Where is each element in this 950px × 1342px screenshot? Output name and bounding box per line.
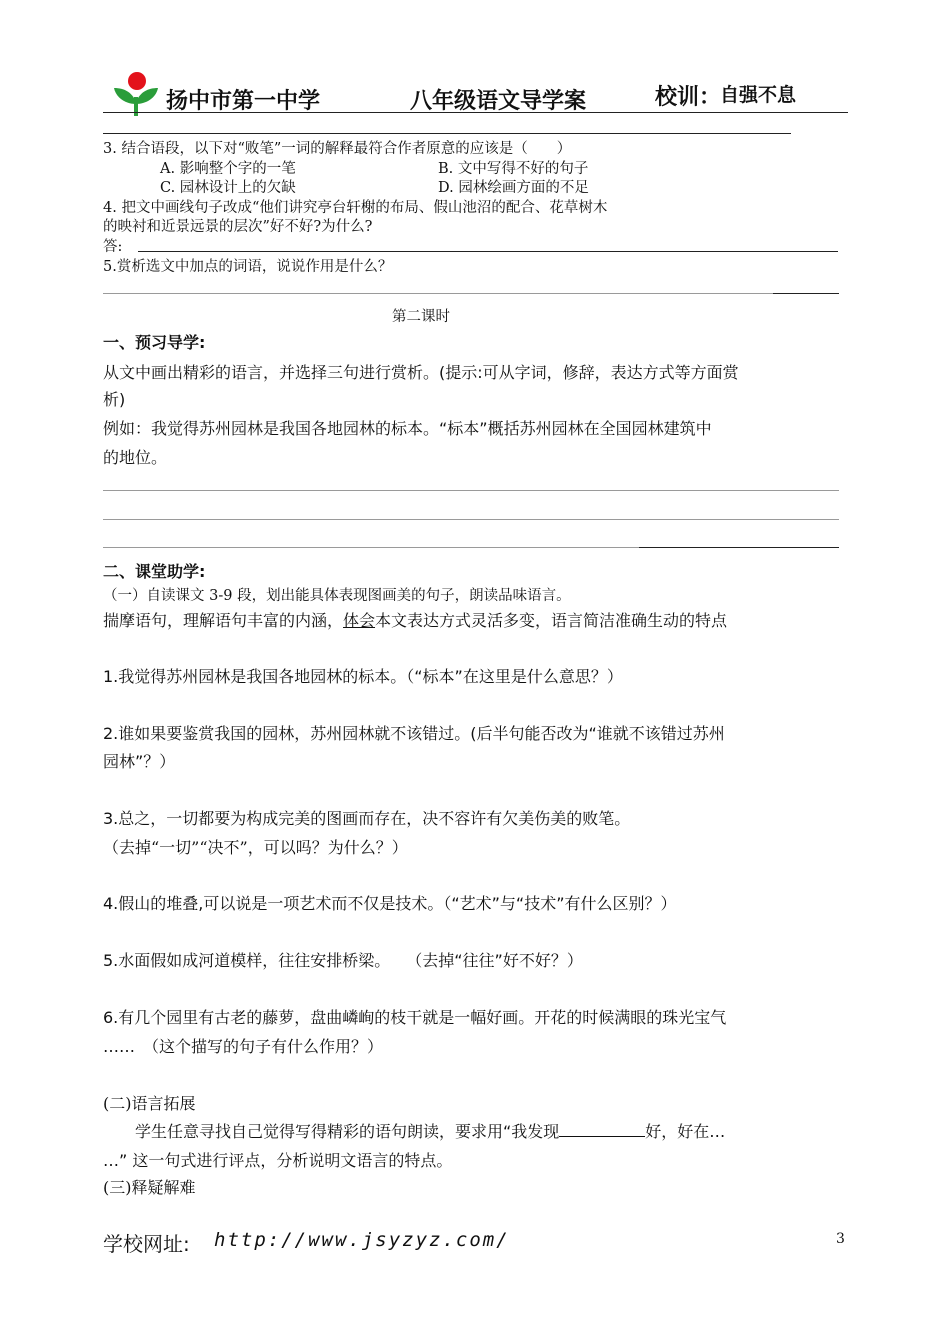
answer-line — [773, 293, 839, 294]
item-number: 6. — [103, 1008, 119, 1027]
item-number: 4. — [103, 894, 119, 913]
answer-line — [103, 490, 839, 491]
item-number: 2. — [103, 724, 119, 743]
ponder-pre: 揣摩语句，理解语句丰富的内涵， — [103, 611, 344, 630]
list-item-continuation: …… （这个描写的句子有什么作用？） — [103, 1037, 384, 1056]
read-instruction: （一）自读课文 3-9 段，划出能具体表现图画美的句子，朗读品味语言。 — [103, 588, 571, 604]
list-item — [103, 891, 677, 914]
list-item — [103, 664, 623, 687]
item-number: 3. — [103, 809, 119, 828]
school-website-link[interactable]: http://www.jsyzyz.com/ — [214, 1229, 510, 1251]
item-text: 有几个园里有古老的藤萝，盘曲嶙峋的枝干就是一幅好画。开花的时候满眼的珠光宝气 — [118, 1008, 727, 1027]
list-item-continuation: （去掉“一切”“决不”，可以吗？为什么？） — [103, 838, 408, 857]
list-item-continuation: 园林”？） — [103, 752, 176, 771]
motto-label: 校训： — [655, 85, 722, 110]
extension-line1-pre: 学生任意寻找自己觉得写得精彩的语句朗读，要求用“我发现 — [135, 1122, 560, 1141]
option-d: D. 园林绘画方面的不足 — [438, 180, 589, 196]
extension-line1-post: 好，好在… — [645, 1122, 726, 1141]
question-4-line2: 的映衬和近景远景的层次”好不好?为什么? — [103, 219, 373, 235]
answer-label: 答: — [103, 239, 123, 255]
item-text: 我觉得苏州园林是我国各地园林的标本。（“标本”在这里是什么意思？） — [118, 667, 623, 686]
list-item — [103, 1005, 726, 1028]
school-motto: 自强不息 — [720, 84, 797, 106]
answer-line — [138, 251, 838, 252]
answer-line — [103, 547, 639, 548]
ponder-underlined: 体会 — [343, 611, 376, 630]
item-number: 5. — [103, 951, 119, 970]
item-number: 1. — [103, 667, 119, 686]
header-rule — [103, 112, 848, 113]
ponder-post: 本文表达方式灵活多变，语言简洁准确生动的特点 — [375, 611, 728, 630]
example-line2: 的地位。 — [103, 448, 168, 467]
lesson-title: 第二课时 — [392, 309, 450, 325]
option-c: C. 园林设计上的欠缺 — [160, 180, 296, 196]
answer-line — [103, 519, 839, 520]
question-4-line1: 4. 把文中画线句子改成“他们讲究亭台轩榭的布局、假山池沼的配合、花草树木 — [103, 200, 608, 216]
item-text: 水面假如成河道模样，往往安排桥梁。 （去掉“往往”好不好？） — [118, 951, 583, 970]
list-item — [103, 806, 630, 829]
document-title: 八年级语文导学案 — [410, 89, 587, 114]
list-item — [103, 721, 725, 744]
item-text: 总之，一切都要为构成完美的图画而存在，决不容许有欠美伤美的败笔。 — [118, 809, 631, 828]
extension-line2: …” 这一句式进行评点，分析说明文语言的特点。 — [103, 1151, 453, 1170]
fill-in-blank — [559, 1122, 645, 1137]
ponder-instruction — [103, 608, 727, 631]
item-text: 谁如果要鉴赏我国的园林，苏州园林就不该错过。(后半句能否改为“谁就不该错过苏州 — [118, 724, 725, 743]
answer-line — [639, 547, 839, 548]
section-heading-class: 二、课堂助学: — [103, 562, 206, 581]
preview-instruction-line2: 析) — [103, 390, 126, 409]
section-heading-extension: (二)语言拓展 — [103, 1094, 196, 1113]
list-item — [103, 948, 583, 971]
question-5: 5.赏析选文中加点的词语，说说作用是什么？ — [103, 259, 393, 275]
item-text: 假山的堆叠,可以说是一项艺术而不仅是技术。（“艺术”与“技术”有什么区别？） — [118, 894, 677, 913]
school-name: 扬中市第一中学 — [166, 89, 321, 114]
footer-label: 学校网址: — [103, 1232, 190, 1256]
option-b: B. 文中写得不好的句子 — [438, 161, 589, 177]
option-a: A. 影响整个字的一笔 — [160, 161, 296, 177]
example-line1: 例如：我觉得苏州园林是我国各地园林的标本。“标本”概括苏州园林在全国园林建筑中 — [103, 419, 712, 438]
section-heading-doubts: (三)释疑解难 — [103, 1178, 196, 1197]
answer-line — [103, 133, 791, 134]
extension-line1 — [135, 1119, 725, 1142]
preview-instruction-line1: 从文中画出精彩的语言，并选择三句进行赏析。(提示:可从字词，修辞，表达方式等方面赏 — [103, 363, 739, 382]
page-number: 3 — [836, 1231, 845, 1247]
section-heading-preview: 一、预习导学: — [103, 333, 206, 352]
answer-line — [103, 293, 773, 294]
question-3: 3. 结合语段，以下对“败笔”一词的解释最符合作者原意的应该是（ ） — [103, 141, 572, 157]
school-logo-icon — [112, 70, 160, 118]
